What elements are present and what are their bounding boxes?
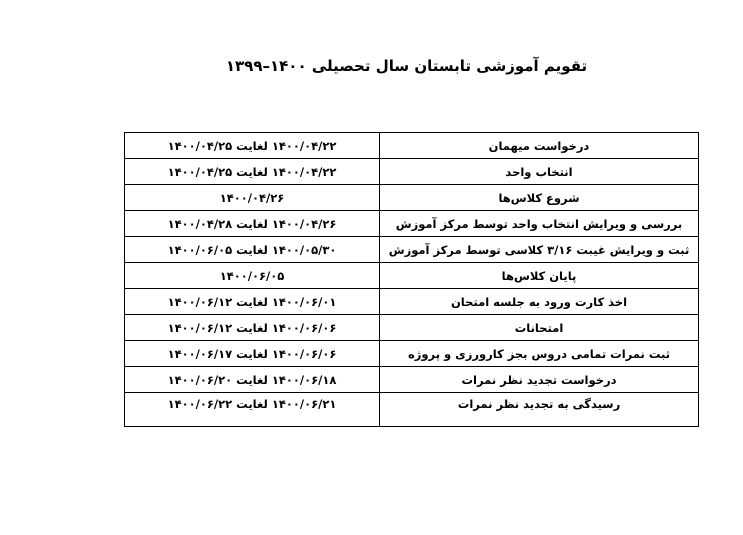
event-cell: ثبت و ویرایش غیبت ۳/۱۶ کلاسی توسط مرکز آموزش (380, 237, 699, 263)
table-row (125, 341, 699, 367)
event-cell: رسیدگی به تجدید نظر نمرات (380, 393, 699, 427)
table-row (125, 367, 699, 393)
event-cell: پایان کلاس‌ها (380, 263, 699, 289)
table-row (125, 185, 699, 211)
date-cell: ۱۴۰۰/۰۶/۲۱ لغایت ۱۴۰۰/۰۶/۲۲ (125, 393, 380, 427)
date-cell: ۱۴۰۰/۰۶/۰۱ لغایت ۱۴۰۰/۰۶/۱۲ (125, 289, 380, 315)
table-row (125, 289, 699, 315)
event-cell: بررسی و ویرایش انتخاب واحد توسط مرکز آموزش (380, 211, 699, 237)
document-title: تقویم آموزشی تابستان سال تحصیلی ۱۴۰۰–۱۳۹۹ (225, 57, 588, 75)
table-row (125, 315, 699, 341)
date-cell: ۱۴۰۰/۰۶/۰۶ لغایت ۱۴۰۰/۰۶/۱۷ (125, 341, 380, 367)
event-cell: درخواست تجدید نظر نمرات (380, 367, 699, 393)
table-row (125, 237, 699, 263)
event-cell: انتخاب واحد (380, 159, 699, 185)
date-cell: ۱۴۰۰/۰۶/۱۸ لغایت ۱۴۰۰/۰۶/۲۰ (125, 367, 380, 393)
table-row (125, 211, 699, 237)
date-cell: ۱۴۰۰/۰۵/۳۰ لغایت ۱۴۰۰/۰۶/۰۵ (125, 237, 380, 263)
table-row (125, 159, 699, 185)
table-row (125, 133, 699, 159)
event-cell: امتحانات (380, 315, 699, 341)
table-row (125, 263, 699, 289)
event-cell: شروع کلاس‌ها (380, 185, 699, 211)
event-cell: ثبت نمرات تمامی دروس بجز کارورزی و پروژه (380, 341, 699, 367)
event-cell: اخذ کارت ورود به جلسه امتحان (380, 289, 699, 315)
date-cell: ۱۴۰۰/۰۴/۲۲ لغایت ۱۴۰۰/۰۴/۲۵ (125, 133, 380, 159)
event-cell: درخواست میهمان (380, 133, 699, 159)
schedule-table (124, 132, 699, 427)
date-cell: ۱۴۰۰/۰۴/۲۲ لغایت ۱۴۰۰/۰۴/۲۵ (125, 159, 380, 185)
date-cell: ۱۴۰۰/۰۶/۰۶ لغایت ۱۴۰۰/۰۶/۱۲ (125, 315, 380, 341)
date-cell: ۱۴۰۰/۰۶/۰۵ (125, 263, 380, 289)
date-cell: ۱۴۰۰/۰۴/۲۶ (125, 185, 380, 211)
date-cell: ۱۴۰۰/۰۴/۲۶ لغایت ۱۴۰۰/۰۴/۲۸ (125, 211, 380, 237)
table-row (125, 393, 699, 427)
